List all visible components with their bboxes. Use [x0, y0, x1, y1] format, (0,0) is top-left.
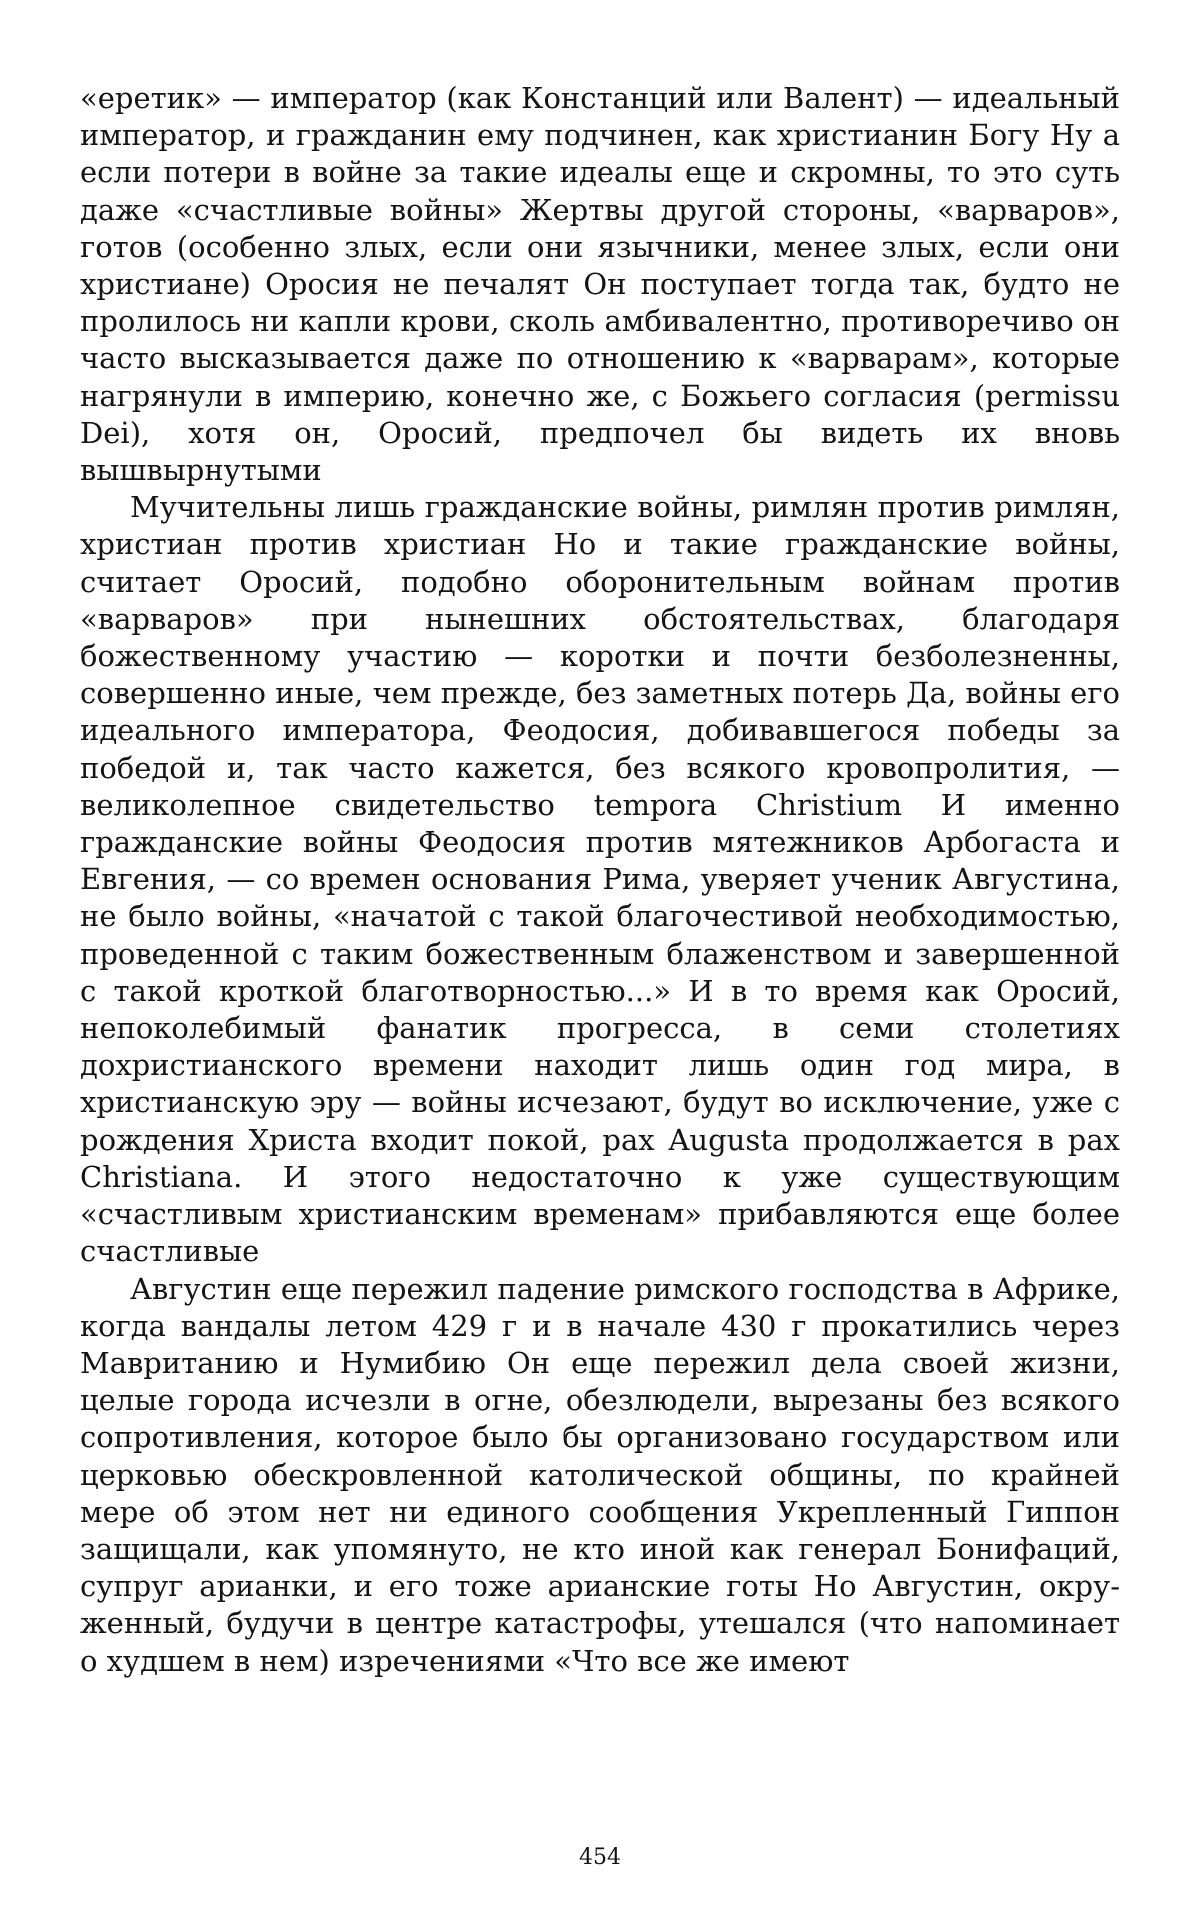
paragraph-2: Мучительны лишь гражданские войны, римлян против римлян, христиан против христиан Но и такие гражданские войны, считает Оросий, подобно оборонительным войнам против «варваров» при нынешних обстоятельствах, благодаря божественному участию — коротки и почти безболезненны, совершенно иные, чем прежде, без заметных потерь Да, войны его идеального императора, Феодосия, добивавшегося победы за победой и, так часто кажется, без всякого кровопролития, — великолепное свидетельство tempora Christium И именно гражданские войны Феодосия против мятежников Арбогаста и Евгения, — со времен основания Рима, уверяет ученик Августина, не было войны, «начатой с такой благочестивой необходимостью, проведенной с таким божественным блаженством и завершенной с такой кроткой благотворностью...» И в то время как Оросий, непоколебимый фанатик прогресса, в семи столетиях дохристианского времени находит лишь один год мира, в христианскую эру — войны исчезают, будут во исключение, уже с рождения Христа входит покой, pax Augusta продолжается в pax Christiana. И этого недостаточно к уже существующим «счастливым христианским временам» прибавляются еще более счастливые	[80, 490, 1120, 1269]
page-number: 454	[579, 1845, 621, 1870]
paragraph-3: Августин еще пережил падение римского господства в Африке, когда вандалы летом 429 г и в начале 430 г прокатились через Мавританию и Нумибию Он еще пережил дела своей жизни, целые города исчезли в огне, обезлюдели, вырезаны без всякого сопротивления, которое было бы организовано государством или церковью обескровленной католической общины, по крайней мере об этом нет ни единого сообщения Укрепленный Гиппон защищали, как упомянуто, не кто иной как генерал Бонифаций, супруг арианки, и его тоже арианские готы Но Августин, окруженный, будучи в центре катастрофы, утешался (что напоминает о худшем в нем) изречениями «Что все же имеют	[80, 1271, 1120, 1678]
page-body	[80, 80, 1120, 1680]
paragraph-1: «еретик» — император (как Констанций или Валент) — идеальный император, и гражданин ему подчинен, как христианин Богу Ну а если потери в войне за такие идеалы еще и скромны, то это суть даже «счастливые войны» Жертвы другой стороны, «варваров», готов (особенно злых, если они язычники, менее злых, если они христиане) Оросия не печалят Он поступает тогда так, будто не пролилось ни капли крови, сколь амбивалентно, противоречиво он часто высказывается даже по отношению к «варварам», которые нагрянули в империю, конечно же, с Божьего согласия (permissu Dei), хотя он, Оросий, предпочел бы видеть их вновь вышвырнутыми	[80, 81, 1120, 488]
